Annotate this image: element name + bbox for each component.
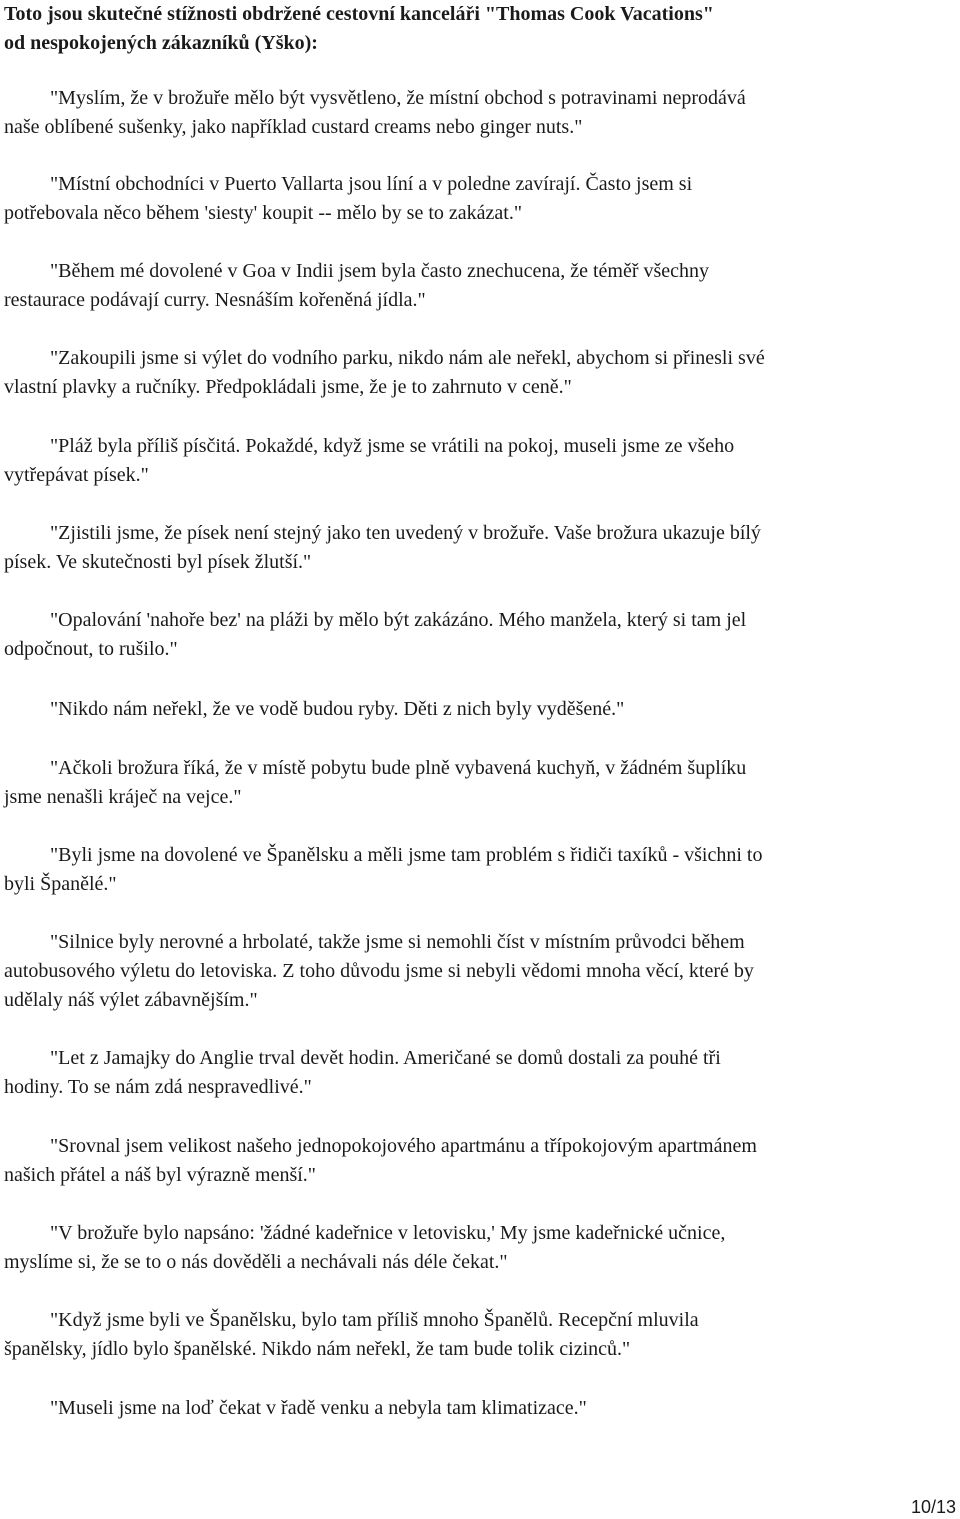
complaint-paragraph: "Let z Jamajky do Anglie trval devět hodin. Američané se domů dostali za pouhé tři hodiny. To se nám zdá nespravedlivé." [4,1047,721,1098]
complaint-paragraph: "Když jsme byli ve Španělsku, bylo tam příliš mnoho Španělů. Recepční mluvila španělsky, jídlo bylo španělské. Nikdo nám neřekl, že tam bude tolik cizinců." [4,1309,699,1360]
heading-line-2: od nespokojených zákazníků (Yško): [4,32,318,54]
complaint-paragraph: "Srovnal jsem velikost našeho jednopokojového apartmánu a třípokojovým apartmánem našich přátel a náš byl výrazně menší." [4,1135,757,1186]
complaint-paragraph: "Silnice byly nerovné a hrbolaté, takže jsme si nemohli číst v místním průvodci během autobusového výletu do letoviska. Z toho důvodu jsme si nebyli vědomi mnoha věcí, které by udělaly náš výlet zábavnějším." [4,931,754,1011]
document-page [4,0,956,1419]
complaint-paragraph: "Místní obchodníci v Puerto Vallarta jsou líní a v poledne zavírají. Často jsem si potřebovala něco během 'siesty' koupit -- mělo by se to zakázat." [4,173,693,224]
complaint-paragraph: "Zjistili jsme, že písek není stejný jako ten uvedený v brožuře. Vaše brožura ukazuje bílý písek. Ve skutečnosti byl písek žlutší." [4,522,761,573]
complaint-paragraph: "Museli jsme na loď čekat v řadě venku a nebyla tam klimatizace." [50,1397,587,1419]
page-number: 10/13 [910,1497,956,1517]
complaint-paragraph: "Pláž byla příliš písčitá. Pokaždé, když jsme se vrátili na pokoj, museli jsme ze všeho vytřepávat písek." [4,435,735,486]
complaint-paragraph: "Nikdo nám neřekl, že ve vodě budou ryby. Děti z nich byly vyděšené." [50,698,625,720]
document-heading [4,0,956,58]
complaint-paragraph: "Během mé dovolené v Goa v Indii jsem byla často znechucena, že téměř všechny restaurace podávají curry. Nesnáším kořeněná jídla." [4,260,710,311]
complaint-paragraph: "Myslím, že v brožuře mělo být vysvětleno, že místní obchod s potravinami neprodává naše oblíbené sušenky, jako například custard creams nebo ginger nuts." [4,87,746,138]
complaint-paragraph: "Zakoupili jsme si výlet do vodního parku, nikdo nám ale neřekl, abychom si přinesli své vlastní plavky a ručníky. Předpokládali jsme, že je to zahrnuto v ceně." [4,347,765,398]
complaint-paragraph: "Ačkoli brožura říká, že v místě pobytu bude plně vybavená kuchyň, v žádném šuplíku jsme nenašli kráječ na vejce." [4,757,747,808]
heading-line-1: Toto jsou skutečné stížnosti obdržené cestovní kanceláři "Thomas Cook Vacations" [4,3,714,25]
complaint-paragraph: "Opalování 'nahoře bez' na pláži by mělo být zakázáno. Mého manžela, který si tam jel odpočnout, to rušilo." [4,609,747,660]
complaint-paragraph: "V brožuře bylo napsáno: 'žádné kadeřnice v letovisku,' My jsme kadeřnické učnice, myslíme si, že se to o nás dověděli a nechávali nás déle čekat." [4,1222,726,1273]
complaint-paragraph: "Byli jsme na dovolené ve Španělsku a měli jsme tam problém s řidiči taxíků - všichni to byli Španělé." [4,844,763,895]
